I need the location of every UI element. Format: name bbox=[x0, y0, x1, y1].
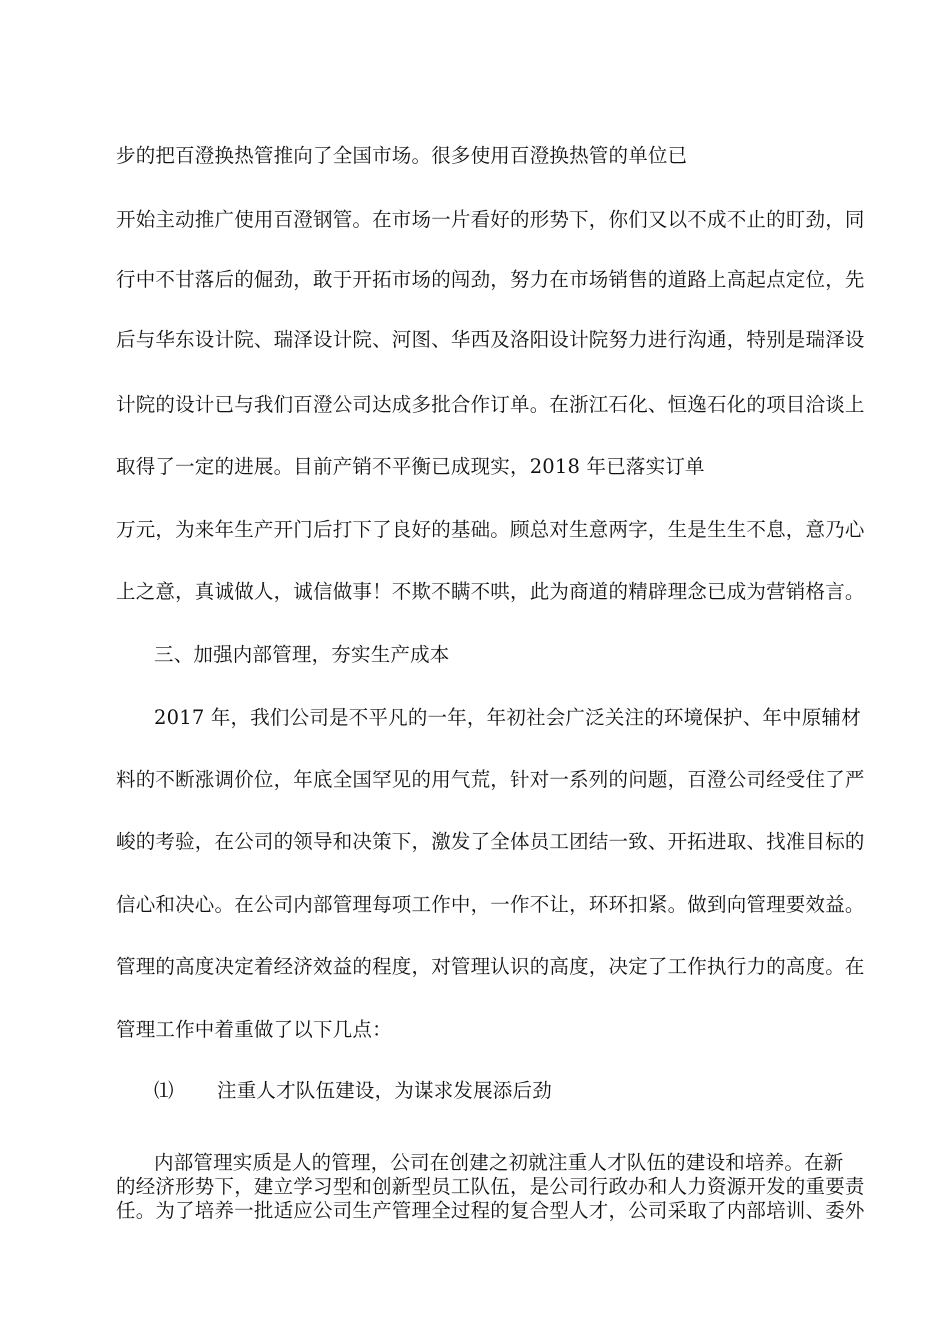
paragraph-line: 管理的高度决定着经济效益的程度，对管理认识的高度，决定了工作执行力的高度。在 bbox=[116, 955, 865, 978]
paragraph-line: 料的不断涨调价位，年底全国罕见的用气荒，针对一系列的问题，百澄公司经受住了严 bbox=[116, 768, 865, 791]
paragraph-line: 上之意，真诚做人，诚信做事！不欺不瞒不哄，此为商道的精辟理念已成为营销格言。 bbox=[116, 580, 865, 603]
paragraph-line: 后与华东设计院、瑞泽设计院、河图、华西及洛阳设计院努力进行沟通，特别是瑞泽设 bbox=[116, 328, 865, 351]
dense-paragraph bbox=[116, 1151, 865, 1223]
paragraph-line: 计院的设计已与我们百澄公司达成多批合作订单。在浙江石化、恒逸石化的项目洽谈上 bbox=[116, 393, 865, 416]
paragraph-line: 的经济形势下，建立学习型和创新型员工队伍，是公司行政办和人力资源开发的重要责 bbox=[116, 1175, 865, 1198]
paragraph-line: 步的把百澄换热管推向了全国市场。很多使用百澄换热管的单位已 bbox=[116, 144, 688, 167]
paragraph-line: 万元，为来年生产开门后打下了良好的基础。顾总对生意两字，生是生生不息，意乃心 bbox=[116, 518, 865, 541]
paragraph-line: 管理工作中着重做了以下几点： bbox=[116, 1018, 392, 1041]
paragraph-line: 任。为了培养一批适应公司生产管理全过程的复合型人才，公司采取了内部培训、委外 bbox=[116, 1199, 865, 1222]
paragraph-line: 行中不甘落后的倔劲，敢于开拓市场的闯劲，努力在市场销售的道路上高起点定位，先 bbox=[116, 268, 865, 291]
paragraph-line: 2017 年，我们公司是不平凡的一年，年初社会广泛关注的环境保护、年中原辅材 bbox=[154, 706, 861, 729]
subheading-text: 注重人才队伍建设，为谋求发展添后劲 bbox=[217, 1079, 552, 1102]
paragraph-line: 开始主动推广使用百澄钢管。在市场一片看好的形势下，你们又以不成不止的盯劲，同 bbox=[116, 208, 865, 231]
subheading-number: ⑴ bbox=[154, 1079, 174, 1102]
paragraph-line: 信心和决心。在公司内部管理每项工作中，一作不让，环环扣紧。做到向管理要效益。 bbox=[116, 893, 865, 916]
paragraph-line: 取得了一定的进展。目前产销不平衡已成现实，2018 年已落实订单 bbox=[116, 455, 705, 478]
paragraph-line: 峻的考验，在公司的领导和决策下，激发了全体员工团结一致、开拓进取、找准目标的 bbox=[116, 830, 865, 853]
section-heading: 三、加强内部管理，夯实生产成本 bbox=[154, 643, 450, 666]
paragraph-line: 内部管理实质是人的管理，公司在创建之初就注重人才队伍的建设和培养。在新 bbox=[154, 1151, 844, 1174]
